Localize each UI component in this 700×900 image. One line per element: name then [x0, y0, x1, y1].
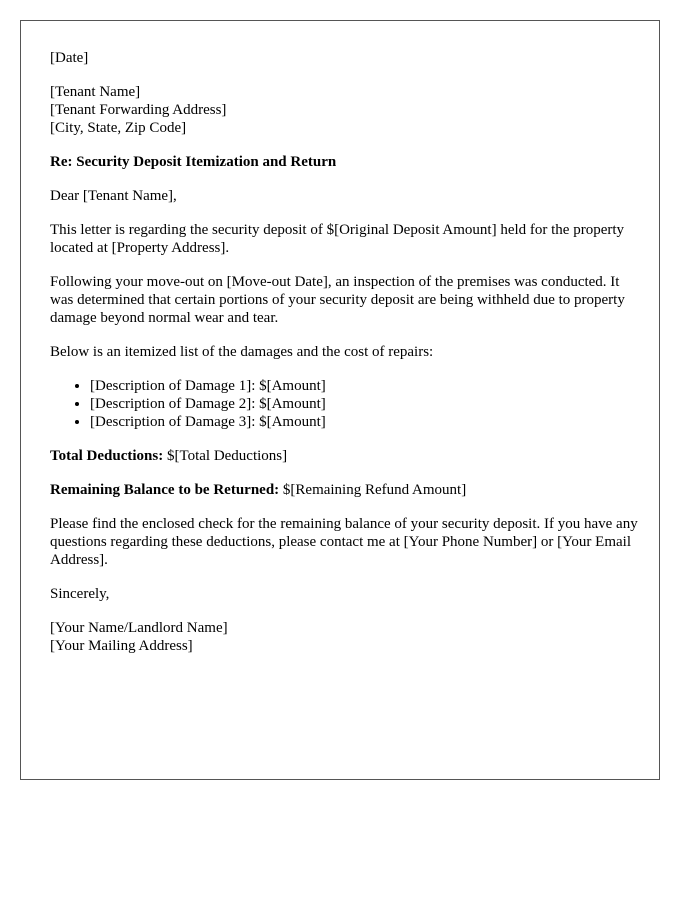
recipient-name: [Tenant Name]	[50, 84, 141, 100]
damages-list	[50, 377, 640, 431]
sender-name: [Your Name/Landlord Name]	[50, 620, 228, 636]
recipient-city-state-zip: [City, State, Zip Code]	[50, 120, 187, 136]
subject-text: Re: Security Deposit Itemization and Return	[50, 154, 337, 170]
salutation: Dear [Tenant Name],	[50, 188, 177, 204]
total-deductions-value: $[Total Deductions]	[166, 448, 288, 464]
recipient-block	[50, 83, 640, 137]
damage-item: • [Description of Damage 2]: $[Amount]	[90, 395, 640, 413]
letter-body	[50, 49, 640, 671]
remaining-balance-line	[50, 481, 640, 499]
closing: Sincerely,	[50, 586, 110, 602]
remaining-balance-label: Remaining Balance to be Returned:	[50, 482, 280, 498]
remaining-balance-value: $[Remaining Refund Amount]	[282, 482, 467, 498]
deposit-paragraph: This letter is regarding the security deposit of $[Original Deposit Amount] held for the property located at [Property Address].	[50, 222, 625, 256]
letter-date: [Date]	[50, 50, 89, 66]
inspection-paragraph: Following your move-out on [Move-out Date], an inspection of the premises was conducted. It was determined that certain portions of your security deposit are being withheld due to property damage beyond normal wear and tear.	[50, 274, 625, 326]
sender-address: [Your Mailing Address]	[50, 638, 193, 654]
total-deductions-line	[50, 447, 640, 465]
damages-intro: Below is an itemized list of the damages and the cost of repairs:	[50, 344, 434, 360]
enclosure-paragraph: Please find the enclosed check for the remaining balance of your security deposit. If you have any questions regarding these deductions, please contact me at [Your Phone Number] or [Your Email Address].	[50, 516, 638, 568]
subject-line	[50, 153, 640, 171]
sender-block	[50, 619, 640, 655]
total-deductions-label: Total Deductions:	[50, 448, 164, 464]
letter-page	[20, 20, 660, 780]
recipient-address: [Tenant Forwarding Address]	[50, 102, 227, 118]
damage-item: • [Description of Damage 1]: $[Amount]	[90, 377, 640, 395]
damage-item: • [Description of Damage 3]: $[Amount]	[90, 413, 640, 431]
